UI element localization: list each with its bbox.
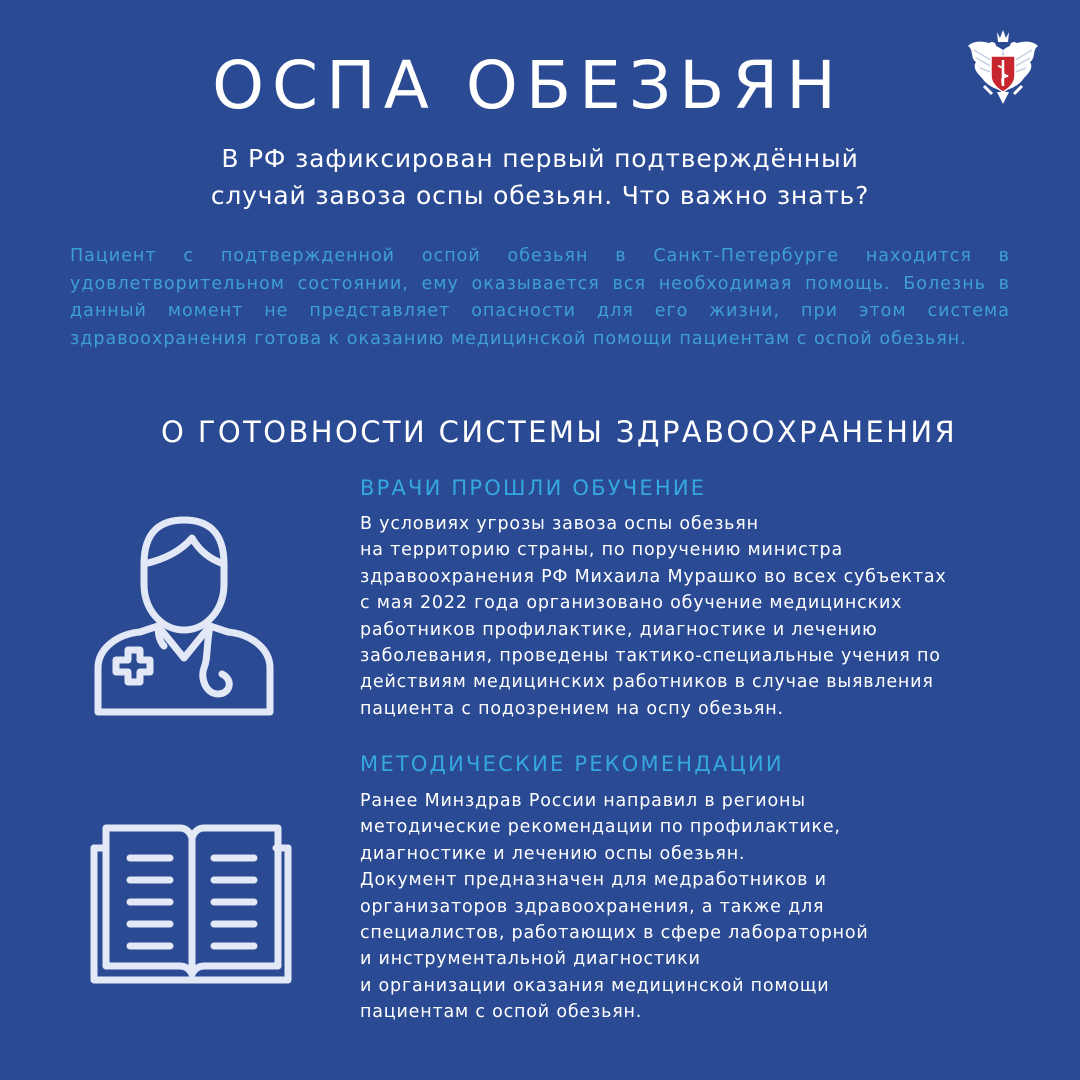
block-body-doctors-trained [360, 511, 1060, 722]
body-line: действиям медицинских работников в случае выявления [360, 672, 934, 693]
body-line: Ранее Минздрав России направил в регионы [360, 791, 806, 811]
block-heading-recommendations: МЕТОДИЧЕСКИЕ РЕКОМЕНДАЦИИ [360, 752, 784, 776]
subtitle-line: В РФ зафиксирован первый подтверждённый [221, 144, 859, 173]
body-line: и организации оказания медицинской помощи [360, 975, 830, 996]
body-line: В условиях угрозы завоза оспы обезьян [360, 514, 759, 534]
page-title: ОСПА ОБЕЗЬЯН [212, 47, 844, 124]
open-book-icon [88, 818, 296, 988]
body-line: работников профилактике, диагностике и лечению [360, 619, 878, 640]
body-line: диагностике и лечению оспы обезьян. [360, 843, 746, 864]
body-line: с мая 2022 года организовано обучение медицинских [360, 593, 903, 614]
section-title: О ГОТОВНОСТИ СИСТЕМЫ ЗДРАВООХРАНЕНИЯ [160, 415, 958, 449]
body-line: заболевания, проведены тактико-специальные учения по [360, 646, 941, 667]
body-line: специалистов, работающих в сфере лабораторной [360, 923, 869, 944]
subtitle-line: случай завоза оспы обезьян. Что важно знать? [210, 181, 870, 210]
body-line: Документ предназначен для медработников и [360, 870, 827, 891]
intro-paragraph: Пациент с подтвержденной оспой обезьян в Санкт-Петербурге находится в удовлетворительном состоянии, ему оказывается вся необходимая помощь. Болезнь в данный момент не представляет опасности для его жизни, при этом система здравоохранения готова к оказанию медицинской помощи пациентам с оспой обезьян. [70, 246, 1010, 349]
subtitle [120, 140, 960, 214]
body-line: пациента с подозрением на оспу обезьян. [360, 698, 784, 719]
body-line: организаторов здравоохранения, а также для [360, 896, 825, 917]
body-line: методические рекомендации по профилактике, [360, 817, 841, 838]
body-line: здравоохранения РФ Михаила Мурашко во всех субъектах [360, 566, 947, 587]
block-heading-doctors-trained: ВРАЧИ ПРОШЛИ ОБУЧЕНИЕ [360, 476, 707, 500]
block-body-recommendations [360, 788, 980, 1026]
body-line: на территорию страны, по поручению министра [360, 540, 843, 561]
doctor-icon [88, 508, 280, 720]
body-line: и инструментальной диагностики [360, 949, 701, 970]
body-line: пациентам с оспой обезьян. [360, 1002, 643, 1023]
